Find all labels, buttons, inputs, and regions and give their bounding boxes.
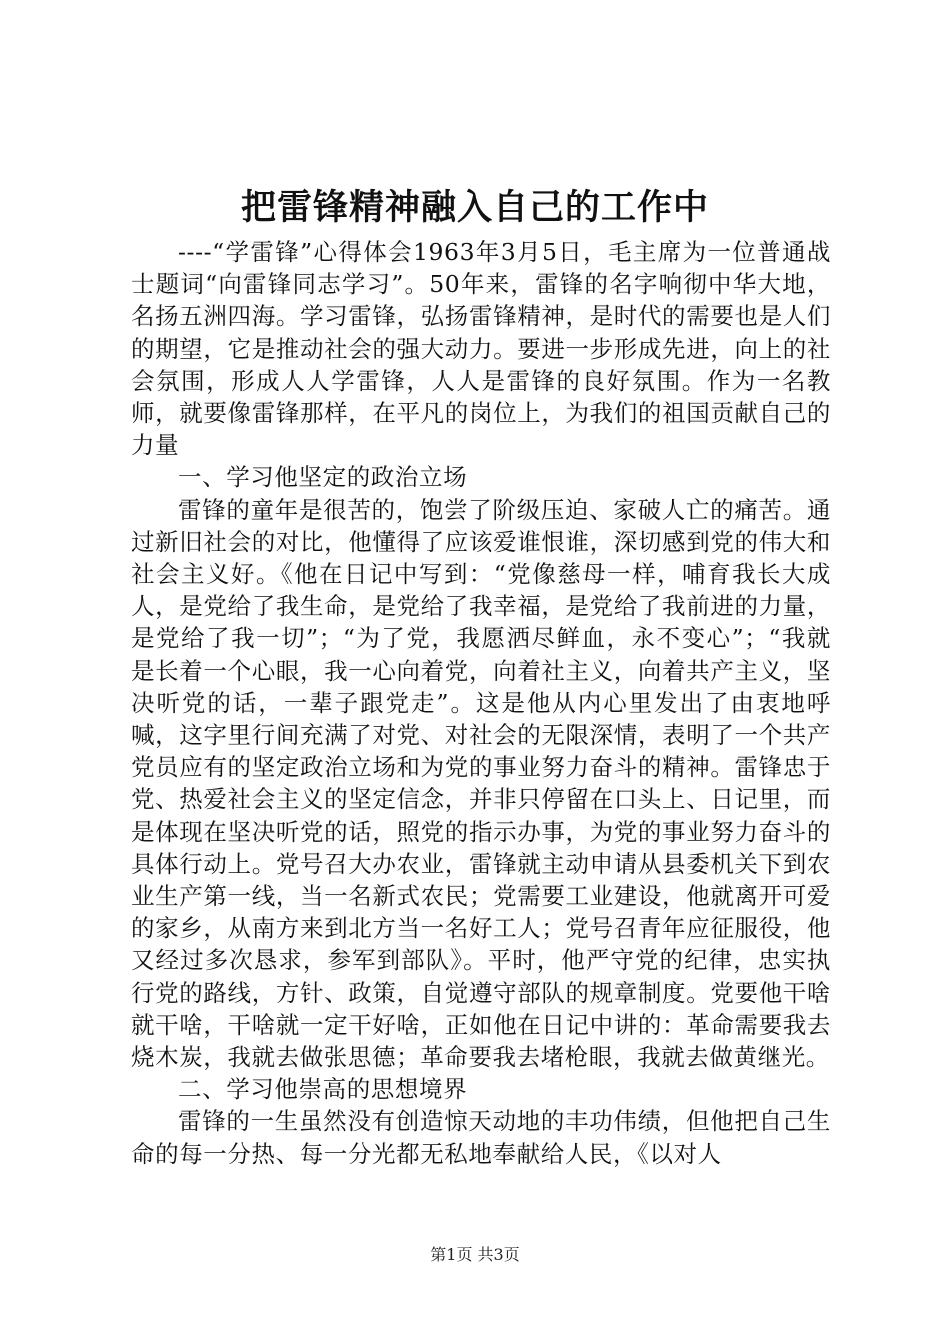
section-paragraph-2: 雷锋的一生虽然没有创造惊天动地的丰功伟绩，但他把自己生命的每一分热、每一分光都无私地奉献给人民，《以对人: [131, 1107, 831, 1168]
document-body: [131, 236, 831, 1170]
document-title: 把雷锋精神融入自己的工作中: [240, 187, 709, 228]
section-heading-2: 二、学习他崇高的思想境界: [178, 1075, 468, 1104]
section-paragraph-1: 雷锋的童年是很苦的，饱尝了阶级压迫、家破人亡的痛苦。通过新旧社会的对比，他懂得了应该爱谁恨谁，深切感到党的伟大和社会主义好。《他在日记中写到：“党像慈母一样，哺育我长大成人，是党给了我生命，是党给了我幸福，是党给了我前进的力量，是党给了我一切”；“为了党，我愿洒尽鲜血，永不变心”；“我就是长着一个心眼，我一心向着党，向着社主义，向着共产主义，坚决听党的话，一辈子跟党走”。这是他从内心里发出了由衷地呼喊，这字里行间充满了对党、对社会的无限深情，表明了一个共产党员应有的坚定政治立场和为党的事业努力奋斗的精神。雷锋忠于党、热爱社会主义的坚定信念，并非只停留在口头上、日记里，而是体现在坚决听党的话，照党的指示办事，为党的事业努力奋斗的具体行动上。党号召大办农业，雷锋就主动申请从县委机关下到农业生产第一线，当一名新式农民；党需要工业建设，他就离开可爱的家乡，从南方来到北方当一名好工人；党号召青年应征服役，他又经过多次恳求，参军到部队》。平时，他严守党的纪律，忠实执行党的路线，方针、政策，自觉遵守部队的规章制度。党要他干啥就干啥，干啥就一定干好啥，正如他在日记中讲的：革命需要我去烧木炭，我就去做张思德；革命要我去堵枪眼，我就去做黄继光。: [131, 495, 831, 1072]
intro-paragraph: ----“学雷锋”心得体会1963年3月5日，毛主席为一位普通战士题词“向雷锋同志学习”。50年来，雷锋的名字响彻中华大地，名扬五洲四海。学习雷锋，弘扬雷锋精神，是时代的需要也是人们的期望，它是推动社会的强大动力。要进一步形成先进，向上的社会氛围，形成人人学雷锋，人人是雷锋的良好氛围。作为一名教师，就要像雷锋那样，在平凡的岗位上，为我们的祖国贡献自己的力量: [131, 238, 831, 460]
page-number-footer: 第1页 共3页: [430, 1245, 520, 1264]
section-heading-1: 一、学习他坚定的政治立场: [178, 463, 468, 492]
